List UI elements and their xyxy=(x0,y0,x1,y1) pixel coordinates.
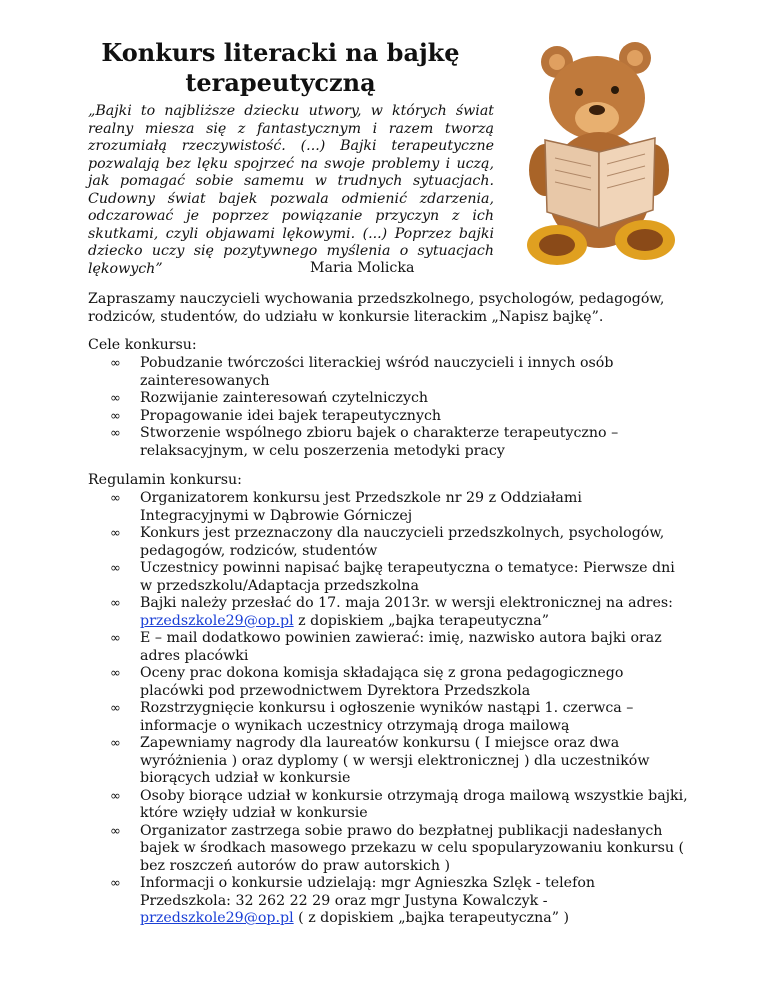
list-item: ∞ Konkurs jest przeznaczony dla nauczycieli przedszkolnych, psychologów, pedagogów, rodziców, studentów xyxy=(110,525,665,559)
infinity-bullet-icon: ∞ xyxy=(110,596,121,611)
infinity-bullet-icon: ∞ xyxy=(110,823,121,839)
infinity-bullet-icon: ∞ xyxy=(110,491,121,506)
intro-paragraph: Zapraszamy nauczycieli wychowania przedszkolnego, psychologów, pedagogów, rodziców, studentów, do udziału w konkursie literackim „Napisz bajkę”. xyxy=(88,291,665,325)
goals-list xyxy=(88,355,688,460)
infinity-bullet-icon: ∞ xyxy=(110,426,121,441)
rules-heading: Regulamin konkursu: xyxy=(88,472,242,488)
quote-text: „Bajki to najbliższe dziecku utwory, w których świat realny miesza się z fantastycznym i razem tworzą zrozumiałą rzeczywistość. (...) Bajki terapeutyczne pozwalają bez lęku spojrzeć na swoje problemy i uczą, jak pomagać sobie samemu w trudnych sytuacjach. Cudowny świat bajek pozwala odmienić zdarzenia, odczarować je poprzez powiązanie przyczyn z ich skutkami, czyli objawami lękowymi. (...) Poprzez bajki dziecko uczy się pozytywnego myślenia o sytuacjach lękowych” xyxy=(88,103,494,277)
list-item: ∞ Propagowanie idei bajek terapeutycznych xyxy=(110,407,442,424)
list-item: ∞ Pobudzanie twórczości literackiej wśród nauczycieli i innych osób zainteresowanych xyxy=(110,355,614,389)
infinity-bullet-icon: ∞ xyxy=(110,391,121,406)
infinity-bullet-icon: ∞ xyxy=(110,561,121,576)
infinity-bullet-icon: ∞ xyxy=(110,788,121,804)
infinity-bullet-icon: ∞ xyxy=(110,701,121,716)
infinity-bullet-icon: ∞ xyxy=(110,736,121,751)
infinity-bullet-icon: ∞ xyxy=(110,666,121,681)
infinity-bullet-icon: ∞ xyxy=(110,631,121,646)
infinity-bullet-icon: ∞ xyxy=(110,408,121,424)
list-item: ∞ Zapewniamy nagrody dla laureatów konkursu ( I miejsce oraz dwa wyróżnienia ) oraz dyplomy ( w wersji elektronicznej ) dla uczestników biorących udział w konkursie xyxy=(110,735,650,786)
list-item: ∞ Stworzenie wspólnego zbioru bajek o charakterze terapeutyczno – relaksacyjnym, w celu poszerzenia metodyki pracy xyxy=(110,425,619,459)
list-item: ∞ Oceny prac dokona komisja składająca się z grona pedagogicznego placówki pod przewodnictwem Dyrektora Przedszkola xyxy=(110,665,624,699)
infinity-bullet-icon: ∞ xyxy=(110,526,121,541)
list-item: ∞ Organizator zastrzega sobie prawo do bezpłatnej publikacji nadesłanych bajek w środkach masowego przekazu w celu spopularyzowaniu konkursu ( bez roszczeń autorów do praw autorskich ) xyxy=(110,822,685,874)
page-title: Konkurs literacki na bajkę terapeutyczną xyxy=(101,38,460,97)
list-item: ∞ Rozwijanie zainteresowań czytelniczych xyxy=(110,390,429,406)
email-link[interactable]: przedszkole29@op.pl xyxy=(140,910,294,926)
rules-list xyxy=(88,490,688,928)
list-item: ∞ E – mail dodatkowo powinien zawierać: imię, nazwisko autora bajki oraz adres placówki xyxy=(110,630,662,664)
goals-heading: Cele konkursu: xyxy=(88,337,197,353)
infinity-bullet-icon: ∞ xyxy=(110,876,121,891)
list-item: ∞ Informacji o konkursie udzielają: mgr Agnieszka Szlęk - telefon Przedszkola: 32 262 22 29 oraz mgr Justyna Kowalczyk - przedszkole29@op.pl ( z dopiskiem „bajka terapeutyczna” ) xyxy=(110,875,596,926)
email-link[interactable]: przedszkole29@op.pl xyxy=(140,612,294,629)
list-item: ∞ Bajki należy przesłać do 17. maja 2013r. w wersji elektronicznej na adres: przedszkole29@op.pl z dopiskiem „bajka terapeutyczna” xyxy=(110,595,673,629)
list-item: ∞ Rozstrzygnięcie konkursu i ogłoszenie wyników nastąpi 1. czerwca – informacje o wynikach uczestnicy otrzymają droga mailową xyxy=(110,700,634,734)
list-item: ∞ Uczestnicy powinni napisać bajkę terapeutyczna o tematyce: Pierwsze dni w przedszkolu/Adaptacja przedszkolna xyxy=(110,560,675,594)
teddy-bear-reading-illustration xyxy=(517,40,681,270)
list-item: ∞ Organizatorem konkursu jest Przedszkole nr 29 z Oddziałami Integracyjnymi w Dąbrowie Górniczej xyxy=(110,490,582,524)
infinity-bullet-icon: ∞ xyxy=(110,356,121,371)
quote-author: Maria Molicka xyxy=(310,260,415,276)
list-item: ∞ Osoby biorące udział w konkursie otrzymają droga mailową wszystkie bajki, które wzięły udział w konkursie xyxy=(110,787,688,821)
